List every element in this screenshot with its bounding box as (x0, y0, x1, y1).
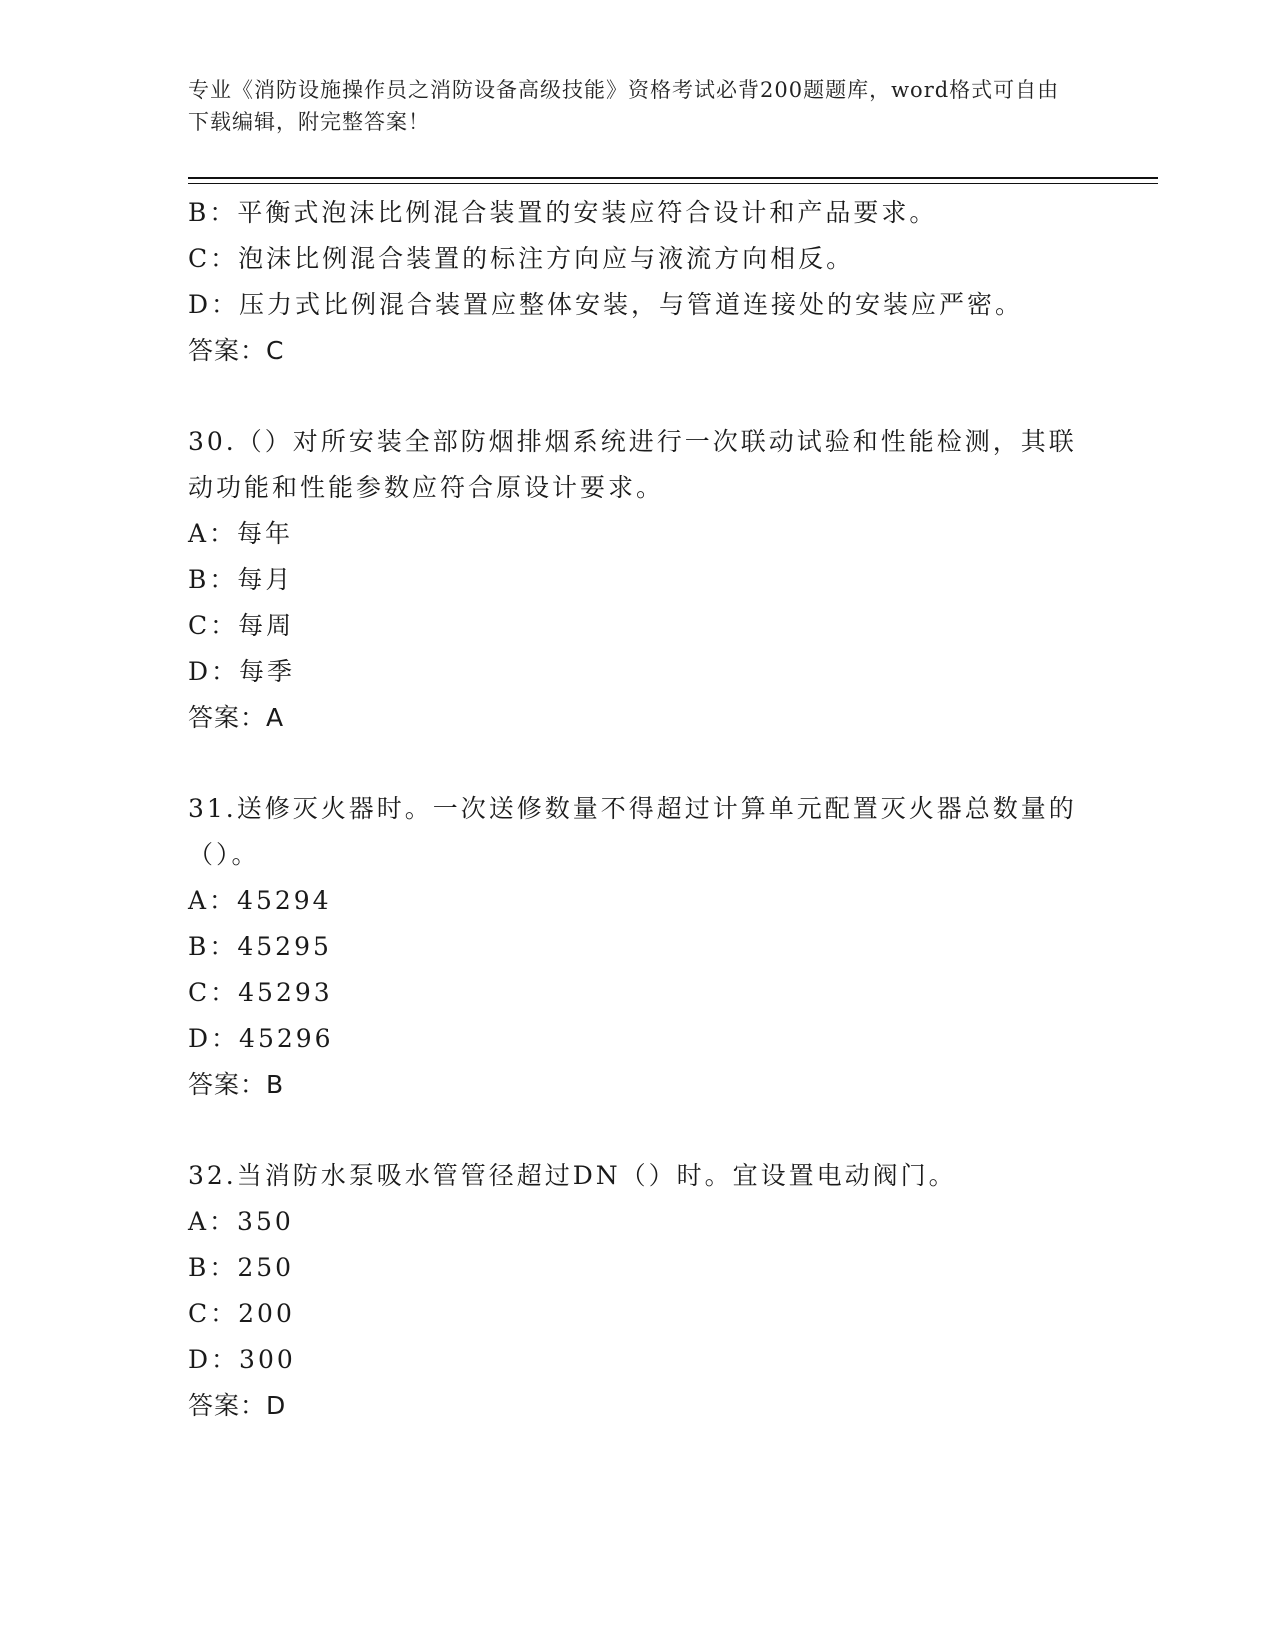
question-text: 30.（）对所安装全部防烟排烟系统进行一次联动试验和性能检测，其联动功能和性能参数应符合原设计要求。 (188, 427, 1077, 502)
option-a: A：350 (188, 1207, 294, 1236)
option-c: C：泡沫比例混合装置的标注方向应与液流方向相反。 (188, 244, 855, 273)
option-d: D：压力式比例混合装置应整体安装，与管道连接处的安装应严密。 (188, 290, 1024, 319)
answer: 答案：C (188, 336, 285, 365)
header-rule-thick (188, 177, 1158, 179)
option-c: C：每周 (188, 611, 295, 640)
option-b: B：250 (188, 1253, 295, 1282)
option-d: D：45296 (188, 1024, 334, 1053)
question-text: 32.当消防水泵吸水管管径超过DN（）时。宜设置电动阀门。 (188, 1161, 957, 1190)
document-header: 专业《消防设施操作员之消防设备高级技能》资格考试必背200题题库，word格式可自由下载编辑，附完整答案！ (188, 78, 1060, 134)
option-c: C：45293 (188, 978, 333, 1007)
option-b: B：平衡式泡沫比例混合装置的安装应符合设计和产品要求。 (188, 198, 938, 227)
option-d: D：300 (188, 1345, 296, 1374)
answer: 答案：B (188, 1070, 285, 1099)
header-rule-thin (188, 183, 1158, 184)
partial-question (188, 190, 1088, 374)
option-c: C：200 (188, 1299, 295, 1328)
question-31 (188, 786, 1088, 1108)
option-b: B：45295 (188, 932, 332, 961)
option-b: B：每月 (188, 565, 294, 594)
question-30 (188, 419, 1088, 741)
question-32 (188, 1153, 1088, 1429)
answer: 答案：A (188, 703, 285, 732)
option-a: A：45294 (188, 886, 332, 915)
answer: 答案：D (188, 1391, 287, 1420)
option-d: D：每季 (188, 657, 296, 686)
question-list (188, 190, 1088, 1429)
question-text: 31.送修灭火器时。一次送修数量不得超过计算单元配置灭火器总数量的（）。 (188, 794, 1077, 869)
option-a: A：每年 (188, 519, 294, 548)
